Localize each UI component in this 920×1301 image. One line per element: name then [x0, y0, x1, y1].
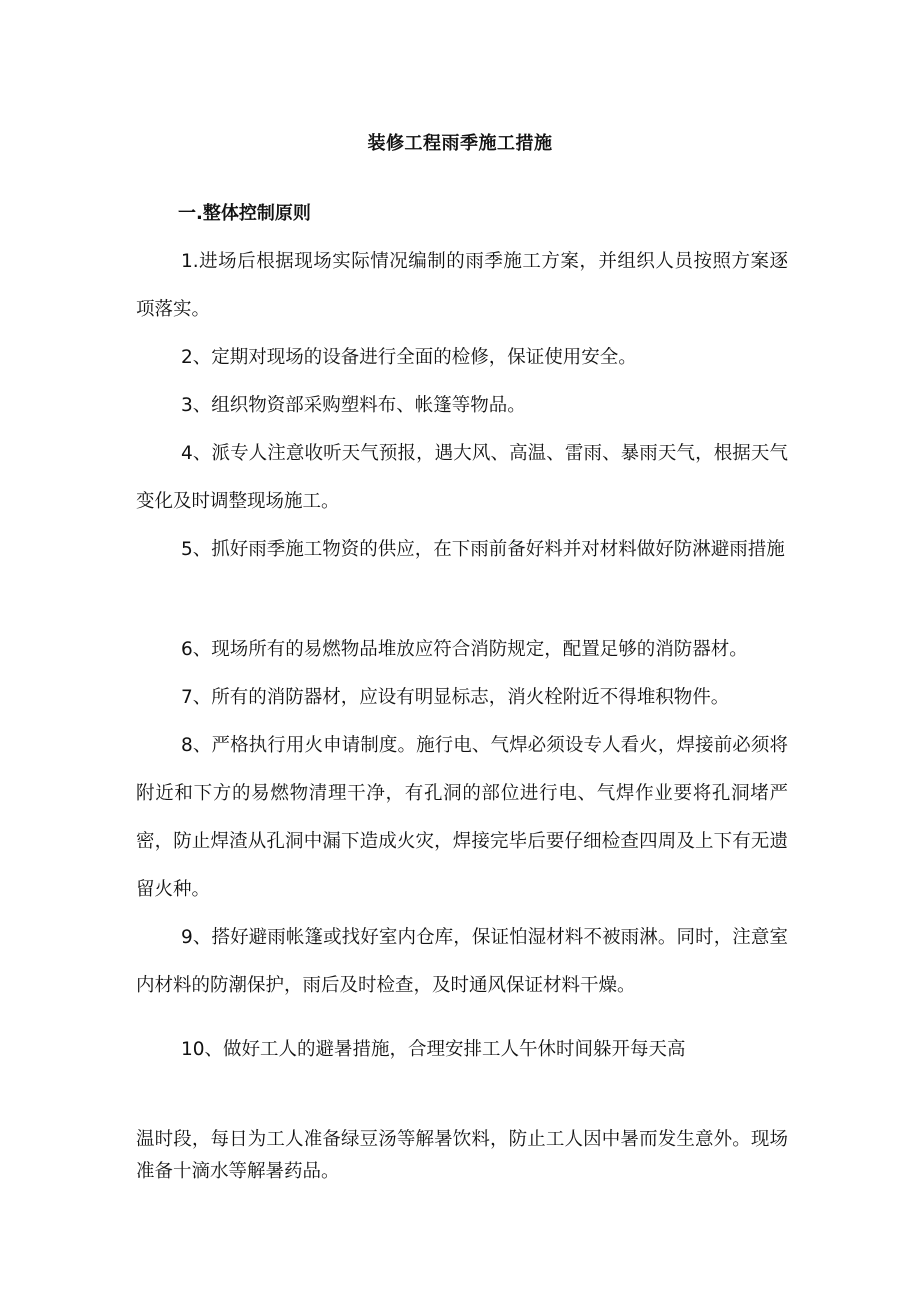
paragraph-2: 2、定期对现场的设备进行全面的检修，保证使用安全。 — [181, 347, 637, 368]
paragraph-6: 6、现场所有的易燃物品堆放应符合消防规定，配置足够的消防器材。 — [181, 639, 748, 660]
paragraph-10-continued: 温时段，每日为工人准备绿豆汤等解暑饮料，防止工人因中暑而发生意外。现场准备十滴水等解暑药品。 — [136, 1129, 788, 1182]
section-heading: 一.整体控制原则 — [178, 203, 311, 224]
paragraph-1: 1.进场后根据现场实际情况编制的雨季施工方案，并组织人员按照方案逐项落实。 — [136, 251, 788, 320]
paragraph-9: 9、搭好避雨帐篷或找好室内仓库，保证怕湿材料不被雨淋。同时，注意室内材料的防潮保护，雨后及时检查，及时通风保证材料干燥。 — [136, 927, 788, 996]
document-title: 装修工程雨季施工措施 — [367, 133, 553, 154]
paragraph-7: 7、所有的消防器材，应设有明显标志，消火栓附近不得堆积物件。 — [181, 687, 730, 708]
paragraph-5: 5、抓好雨季施工物资的供应，在下雨前备好料并对材料做好防淋避雨措施 — [181, 539, 785, 560]
paragraph-4: 4、派专人注意收听天气预报，遇大风、高温、雷雨、暴雨天气，根据天气变化及时调整现场施工。 — [136, 443, 788, 512]
paragraph-3: 3、组织物资部采购塑料布、帐篷等物品。 — [181, 395, 526, 416]
paragraph-10: 10、做好工人的避暑措施，合理安排工人午休时间躲开每天高 — [181, 1039, 686, 1060]
paragraph-8: 8、严格执行用火申请制度。施行电、气焊必须设专人看火，焊接前必须将附近和下方的易燃物清理干净，有孔洞的部位进行电、气焊作业要将孔洞堵严密，防止焊渣从孔洞中漏下造成火灾，焊接完毕后要仔细检查四周及上下有无遗留火种。 — [136, 735, 788, 900]
